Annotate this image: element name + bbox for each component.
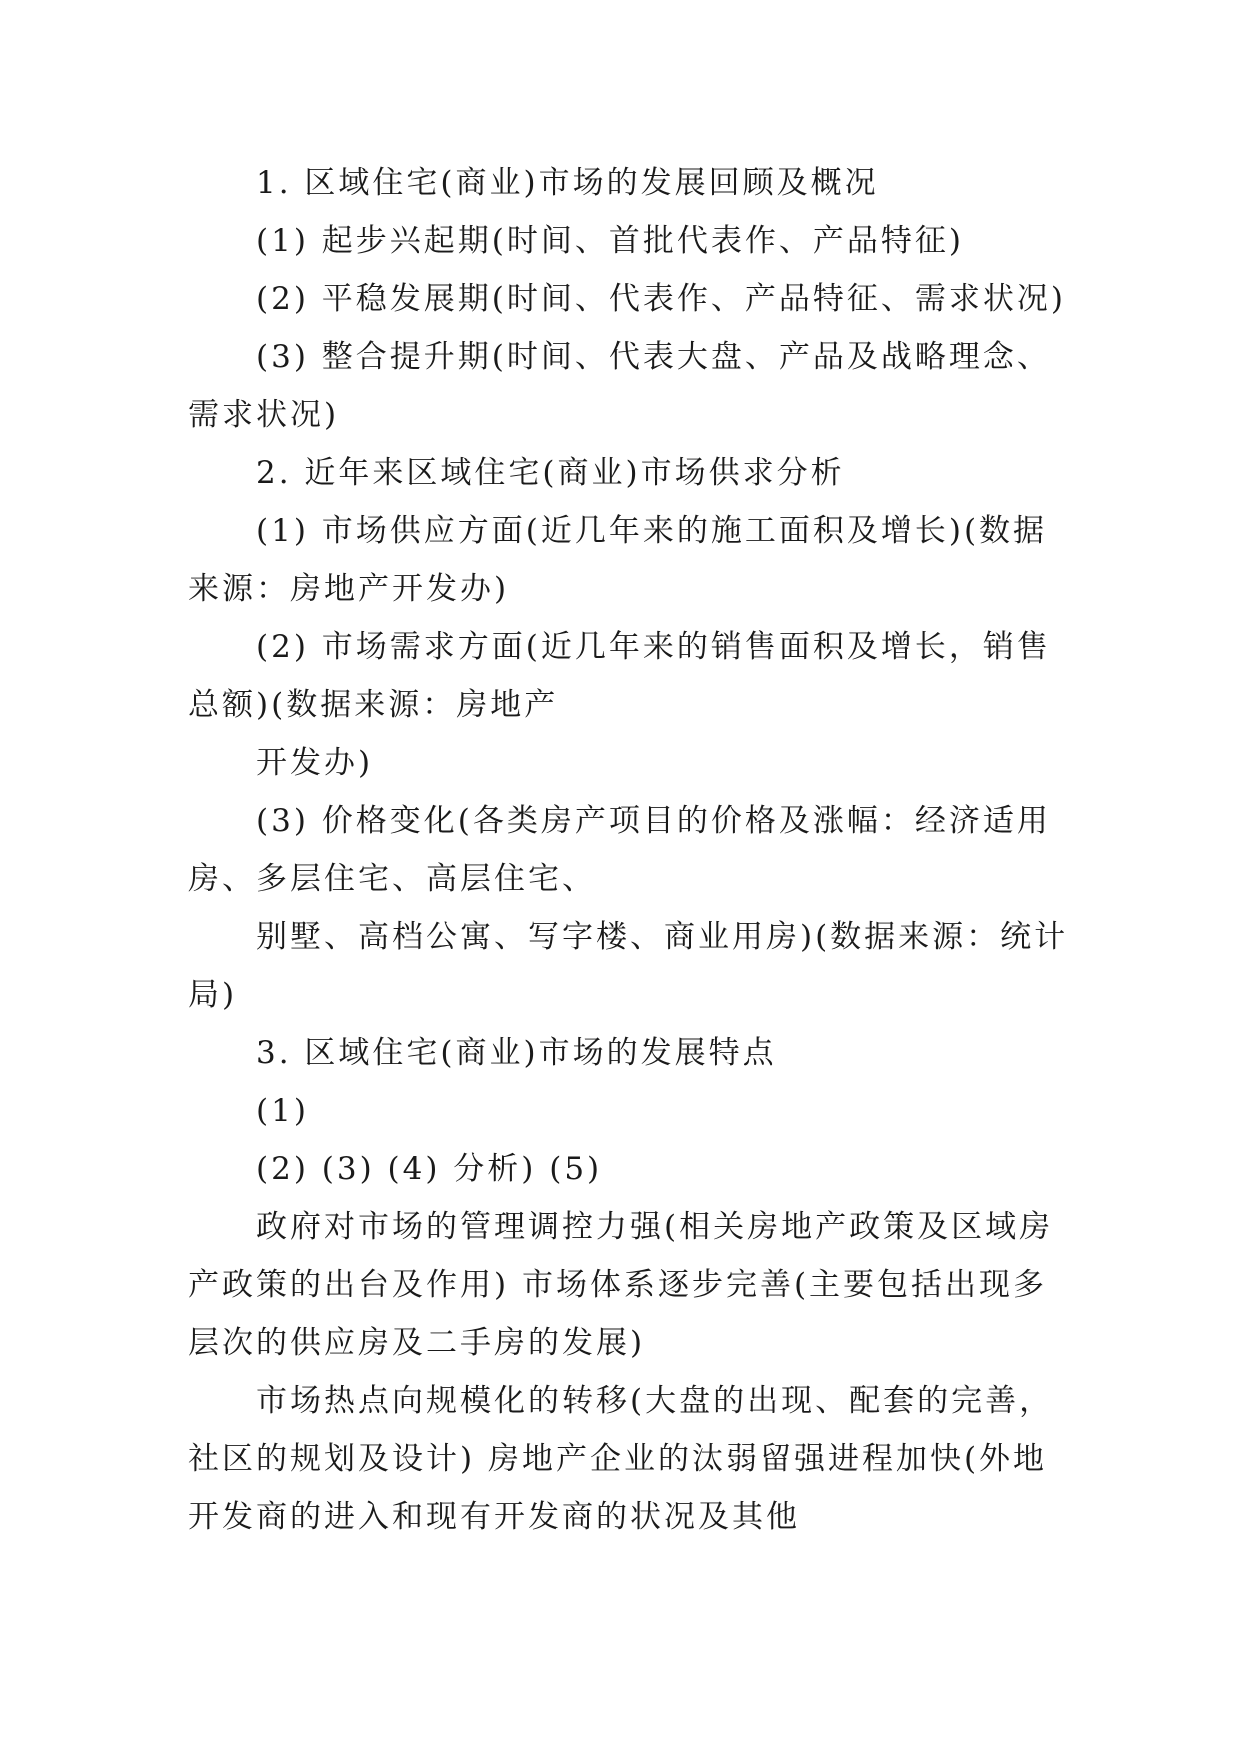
text-line-18: (2) (3) (4) 分析) (5) — [256, 1151, 603, 1187]
text-line-5: 需求状况) — [188, 397, 340, 433]
text-line-22: 市场热点向规模化的转移(大盘的出现、配套的完善， — [256, 1383, 1054, 1419]
text-line-1: 1. 区域住宅(商业)市场的发展回顾及概况 — [256, 165, 879, 201]
text-line-10: 总额)(数据来源：房地产 — [188, 687, 559, 723]
text-line-24: 开发商的进入和现有开发商的状况及其他 — [188, 1499, 800, 1535]
text-line-14: 别墅、高档公寓、写字楼、商业用房)(数据来源：统计 — [256, 919, 1069, 955]
document-body — [188, 154, 1068, 1546]
text-line-7: (1) 市场供应方面(近几年来的施工面积及增长)(数据 — [256, 513, 1048, 549]
text-line-16: 3. 区域住宅(商业)市场的发展特点 — [256, 1035, 777, 1071]
text-line-6: 2. 近年来区域住宅(商业)市场供求分析 — [256, 455, 845, 491]
text-line-3: (2) 平稳发展期(时间、代表作、产品特征、需求状况) — [256, 281, 1066, 317]
text-line-4: (3) 整合提升期(时间、代表大盘、产品及战略理念、 — [256, 339, 1051, 375]
text-line-9: (2) 市场需求方面(近几年来的销售面积及增长，销售 — [256, 629, 1051, 665]
text-line-21: 层次的供应房及二手房的发展) — [188, 1325, 646, 1361]
text-line-13: 房、多层住宅、高层住宅、 — [188, 861, 596, 897]
text-line-19: 政府对市场的管理调控力强(相关房地产政策及区域房 — [256, 1209, 1054, 1245]
text-line-12: (3) 价格变化(各类房产项目的价格及涨幅：经济适用 — [256, 803, 1051, 839]
text-line-11: 开发办) — [256, 745, 374, 781]
text-line-20: 产政策的出台及作用) 市场体系逐步完善(主要包括出现多 — [188, 1267, 1048, 1303]
text-line-8: 来源：房地产开发办) — [188, 571, 510, 607]
text-line-23: 社区的规划及设计) 房地产企业的汰弱留强进程加快(外地 — [188, 1441, 1048, 1477]
text-line-17: (1) — [256, 1093, 309, 1129]
text-line-2: (1) 起步兴起期(时间、首批代表作、产品特征) — [256, 223, 964, 259]
text-line-15: 局) — [188, 977, 238, 1013]
